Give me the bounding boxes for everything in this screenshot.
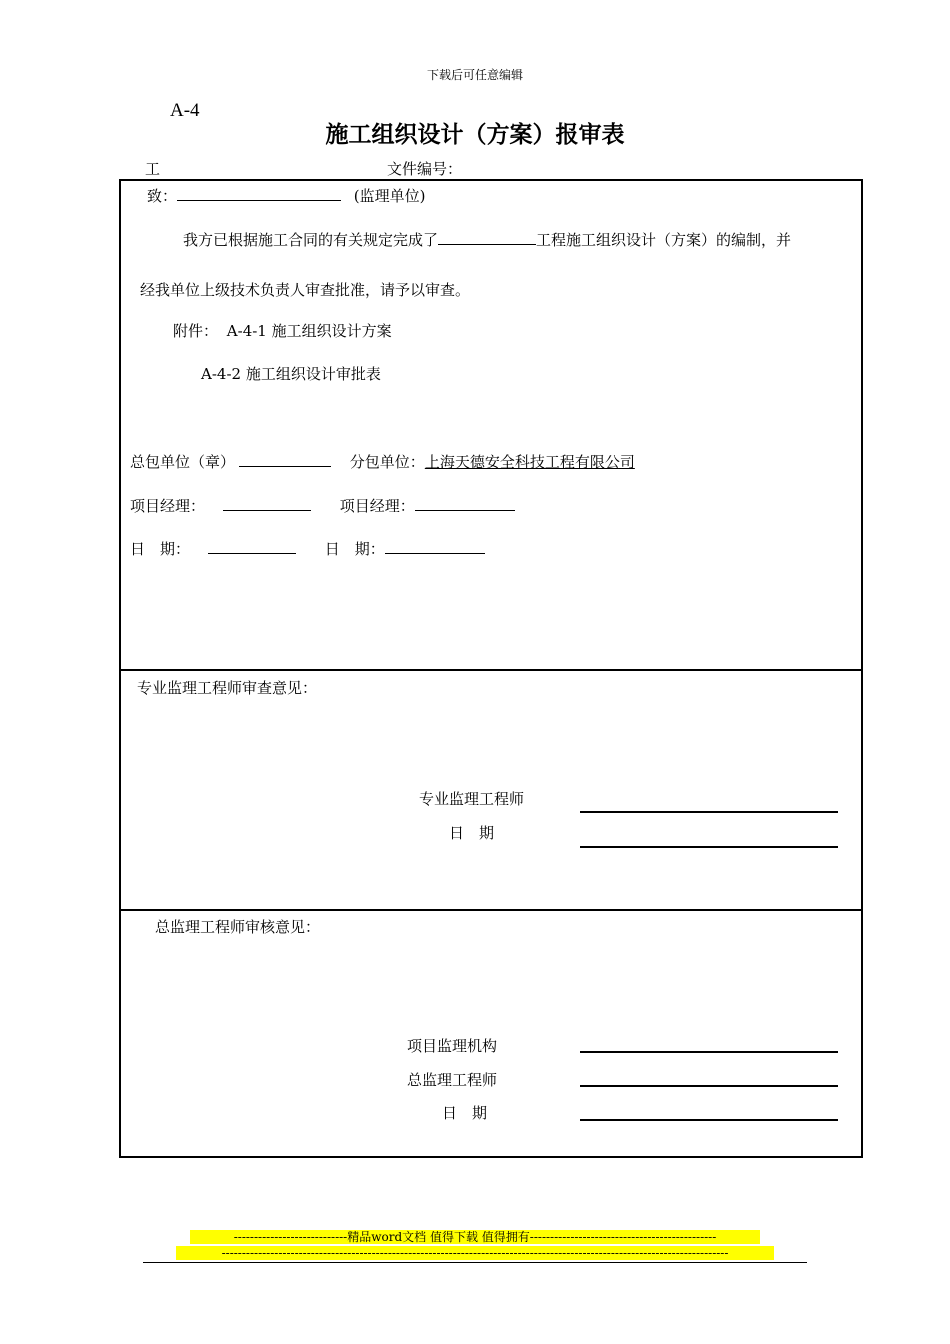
pm-blank-2[interactable] xyxy=(415,496,515,511)
date-line xyxy=(130,538,485,559)
section3-org-label: 项目监理机构 xyxy=(407,1037,498,1055)
project-label: 工 xyxy=(145,160,161,178)
attachment-line-1 xyxy=(173,320,392,341)
body-line-2: 经我单位上级技术负责人审查批准，请予以审查。 xyxy=(140,281,471,299)
addressee-line xyxy=(147,185,426,206)
section2-signer-label: 专业监理工程师 xyxy=(419,790,525,808)
supervisor-unit-label: (监理单位) xyxy=(353,187,426,205)
section2-signer-line[interactable] xyxy=(580,811,838,813)
footer-banner-2: ----------------------------------------------------------------------------------------------------------------------------- xyxy=(176,1246,774,1260)
to-label: 致： xyxy=(147,187,178,205)
date-label-2: 日 期： xyxy=(324,540,385,558)
section-divider-1 xyxy=(119,669,863,671)
pm-line xyxy=(130,495,515,516)
attachment-1: A-4-1 施工组织设计方案 xyxy=(226,322,392,340)
date-blank-2[interactable] xyxy=(385,539,485,554)
footer-banner-1: ----------------------------精品word文档 值得下载 值得拥有---------------------------------------------- xyxy=(190,1230,760,1244)
pm-label: 项目经理： xyxy=(130,497,206,515)
project-name-blank[interactable] xyxy=(438,230,536,245)
section2-date-line[interactable] xyxy=(580,846,838,848)
section3-date-label: 日 期 xyxy=(442,1104,488,1122)
pm-label-2: 项目经理： xyxy=(339,497,415,515)
section3-date-line[interactable] xyxy=(580,1119,838,1121)
footer-rule xyxy=(143,1262,807,1263)
subcontractor-name: 上海天德安全科技工程有限公司 xyxy=(424,453,635,471)
section3-signer-label: 总监理工程师 xyxy=(407,1071,498,1089)
header-note: 下载后可任意编辑 xyxy=(426,68,523,82)
file-number-label: 文件编号： xyxy=(387,160,463,178)
attachment-label: 附件： xyxy=(173,322,219,340)
addressee-blank[interactable] xyxy=(177,186,341,201)
pm-blank[interactable] xyxy=(223,496,311,511)
section2-date-label: 日 期 xyxy=(449,824,495,842)
date-blank[interactable] xyxy=(208,539,296,554)
contractor-label: 总包单位（章） xyxy=(130,453,236,471)
date-label: 日 期： xyxy=(130,540,191,558)
section2-title: 专业监理工程师审查意见： xyxy=(137,679,318,697)
form-code: A-4 xyxy=(170,100,200,121)
page-title: 施工组织设计（方案）报审表 xyxy=(325,122,625,148)
subcontractor-label: 分包单位： xyxy=(349,453,425,471)
contractor-line xyxy=(130,451,635,472)
contractor-blank[interactable] xyxy=(239,452,331,467)
section3-signer-line[interactable] xyxy=(580,1085,838,1087)
body-line-1 xyxy=(183,229,791,250)
section3-title: 总监理工程师审核意见： xyxy=(155,918,321,936)
body-text-part2: 工程施工组织设计（方案）的编制，并 xyxy=(536,231,792,249)
section-divider-2 xyxy=(119,909,863,911)
attachment-2: A-4-2 施工组织设计审批表 xyxy=(201,365,381,383)
section3-org-line[interactable] xyxy=(580,1051,838,1053)
body-text-part1: 我方已根据施工合同的有关规定完成了 xyxy=(183,231,439,249)
